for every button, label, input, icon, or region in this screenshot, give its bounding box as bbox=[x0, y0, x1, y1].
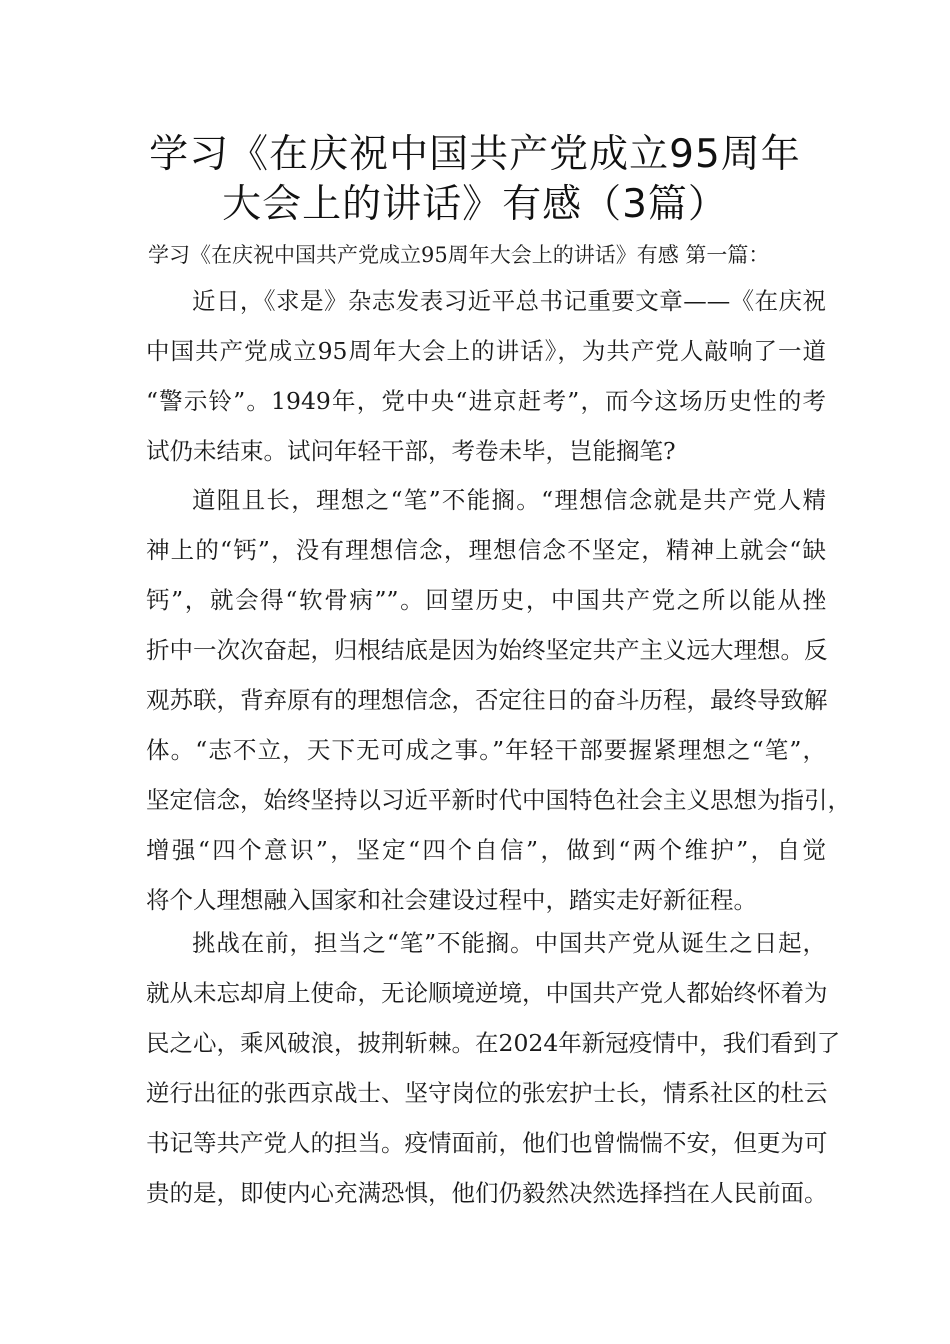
paragraph-line: 道阻且长，理想之“笔”不能搁。“理想信念就是共产党人精 bbox=[192, 486, 826, 514]
paragraph-line: 钙”，就会得“软骨病””。回望历史，中国共产党之所以能从挫 bbox=[146, 586, 826, 614]
paragraph-line: 民之心，乘风破浪，披荆斩棘。在2024年新冠疫情中，我们看到了 bbox=[146, 1029, 841, 1057]
paragraph-line: 增强“四个意识”，坚定“四个自信”，做到“两个维护”，自觉 bbox=[146, 836, 826, 864]
section-heading: 学习《在庆祝中国共产党成立95周年大会上的讲话》有感 第一篇： bbox=[148, 243, 770, 267]
paragraph-line: 折中一次次奋起，归根结底是因为始终坚定共产主义远大理想。反 bbox=[146, 636, 828, 664]
paragraph-line: 书记等共产党人的担当。疫情面前，他们也曾惴惴不安，但更为可 bbox=[146, 1129, 828, 1157]
paragraph-line: 试仍未结束。试问年轻干部，考卷未毕，岂能搁笔? bbox=[146, 437, 676, 465]
paragraph-line: 挑战在前，担当之“笔”不能搁。中国共产党从诞生之日起， bbox=[192, 929, 826, 957]
paragraph-line: 逆行出征的张西京战士、坚守岗位的张宏护士长，情系社区的杜云 bbox=[146, 1079, 828, 1107]
paragraph-line: 神上的“钙”，没有理想信念，理想信念不坚定，精神上就会“缺 bbox=[146, 536, 826, 564]
paragraph-line: 坚定信念，始终坚持以习近平新时代中国特色社会主义思想为指引， bbox=[146, 786, 851, 814]
paragraph-2 bbox=[146, 475, 851, 925]
paragraph-line: “警示铃”。1949年，党中央“进京赶考”，而今这场历史性的考 bbox=[146, 387, 826, 415]
paragraph-line: 近日，《求是》杂志发表习近平总书记重要文章——《在庆祝 bbox=[192, 287, 826, 315]
paragraph-line: 体。“志不立，天下无可成之事。”年轻干部要握紧理想之“笔”， bbox=[146, 736, 826, 764]
paragraph-line: 将个人理想融入国家和社会建设过程中，踏实走好新征程。 bbox=[146, 886, 757, 914]
paragraph-3 bbox=[146, 918, 841, 1218]
document-title-line-1: 学习《在庆祝中国共产党成立95周年 bbox=[149, 132, 801, 177]
paragraph-line: 观苏联，背弃原有的理想信念，否定往日的奋斗历程，最终导致解 bbox=[146, 686, 828, 714]
paragraph-line: 贵的是，即使内心充满恐惧，他们仍毅然决然选择挡在人民前面。 bbox=[146, 1179, 828, 1207]
paragraph-line: 就从未忘却肩上使命，无论顺境逆境，中国共产党人都始终怀着为 bbox=[146, 979, 828, 1007]
document-title-line-2: 大会上的讲话》有感（3篇） bbox=[222, 182, 728, 227]
paragraph-line: 中国共产党成立95周年大会上的讲话》，为共产党人敲响了一道 bbox=[146, 337, 826, 365]
paragraph-1 bbox=[146, 276, 826, 476]
